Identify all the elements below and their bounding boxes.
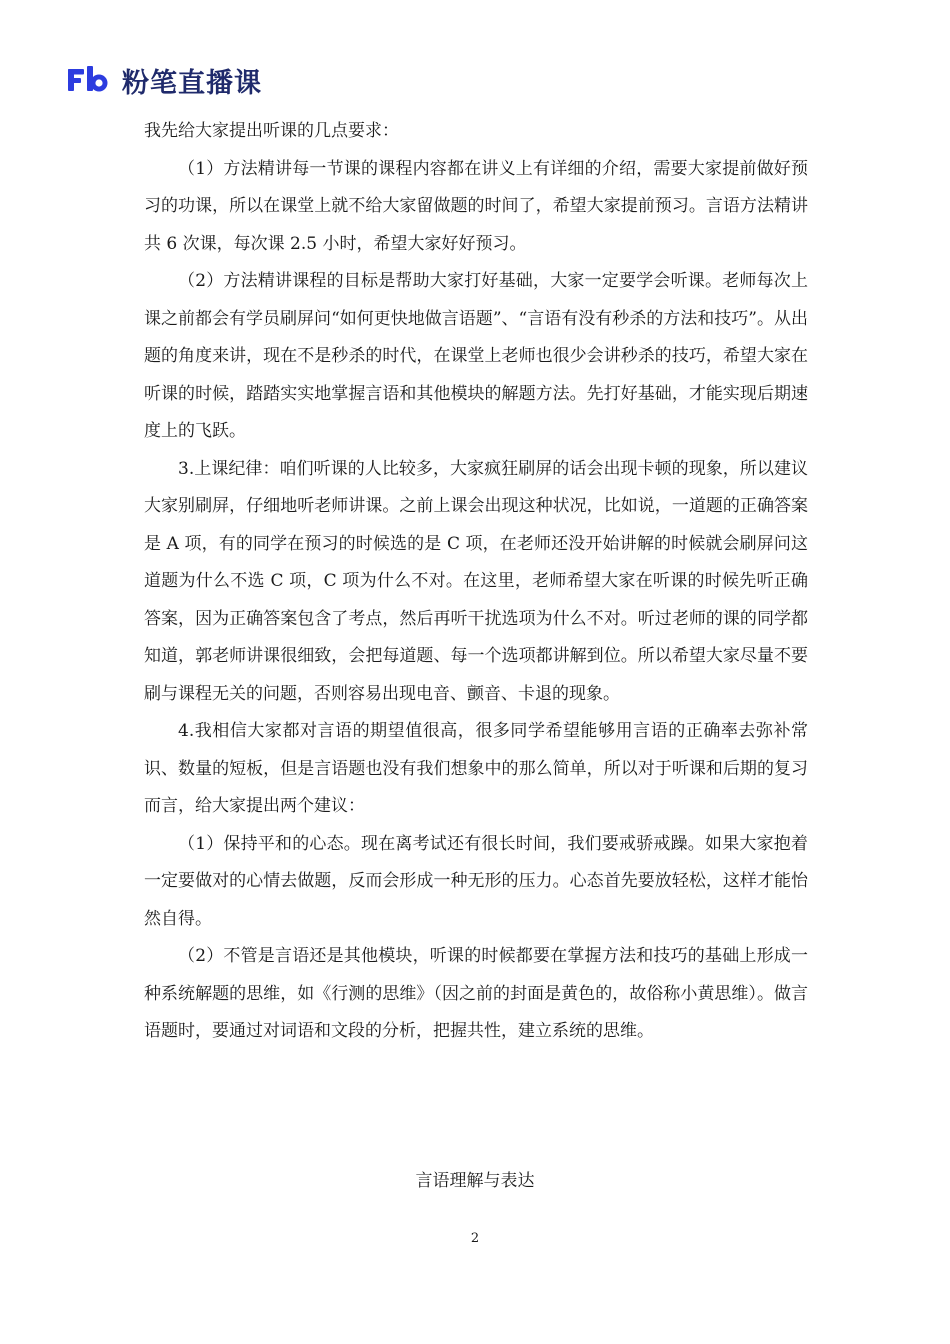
brand-name: 粉笔直播课 xyxy=(122,67,262,99)
paragraph: （2）不管是言语还是其他模块，听课的时候都要在掌握方法和技巧的基础上形成一种系统解题的思维，如《行测的思维》（因之前的封面是黄色的，故俗称小黄思维）。做言语题时，要通过对词语和文段的分析，把握共性，建立系统的思维。 xyxy=(144,946,808,1041)
document-body xyxy=(144,113,808,1051)
paragraph: 4.我相信大家都对言语的期望值很高，很多同学希望能够用言语的正确率去弥补常识、数量的短板，但是言语题也没有我们想象中的那么简单，所以对于听课和后期的复习而言，给大家提出两个建议： xyxy=(144,721,808,816)
section-title: 言语理解与表达 xyxy=(415,1171,535,1191)
paragraph: （2）方法精讲课程的目标是帮助大家打好基础，大家一定要学会听课。老师每次上课之前都会有学员刷屏问“如何更快地做言语题”、“言语有没有秒杀的方法和技巧”。从出题的角度来讲，现在不是秒杀的时代，在课堂上老师也很少会讲秒杀的技巧，希望大家在听课的时候，踏踏实实地掌握言语和其他模块的解题方法。先打好基础，才能实现后期速度上的飞跃。 xyxy=(144,271,808,441)
header xyxy=(68,60,262,100)
paragraph: 我先给大家提出听课的几点要求： xyxy=(144,121,399,141)
page-number: 2 xyxy=(470,1231,480,1246)
paragraph: （1）保持平和的心态。现在离考试还有很长时间，我们要戒骄戒躁。如果大家抱着一定要做对的心情去做题，反而会形成一种无形的压力。心态首先要放轻松，这样才能怡然自得。 xyxy=(144,833,808,929)
paragraph: 3.上课纪律：咱们听课的人比较多，大家疯狂刷屏的话会出现卡顿的现象，所以建议大家别刷屏，仔细地听老师讲课。之前上课会出现这种状况，比如说，一道题的正确答案是 A 项，有的同学在预习的时候选的是 C 项，在老师还没开始讲解的时候就会刷屏问这道题为什么不选 C 项，C 项为什么不对。在这里，老师希望大家在听课的时候先听正确答案，因为正确答案包含了考点，然后再听干扰选项为什么不对。听过老师的课的同学都知道，郭老师讲课很细致，会把每道题、每一个选项都讲解到位。所以希望大家尽量不要刷与课程无关的问题，否则容易出现电音、颤音、卡退的现象。 xyxy=(144,458,808,704)
fb-logo-icon xyxy=(68,66,114,94)
paragraph: （1）方法精讲每一节课的课程内容都在讲义上有详细的介绍，需要大家提前做好预习的功课，所以在课堂上就不给大家留做题的时间了，希望大家提前预习。言语方法精讲共 6 次课，每次课 2.5 小时，希望大家好好预习。 xyxy=(144,158,808,254)
